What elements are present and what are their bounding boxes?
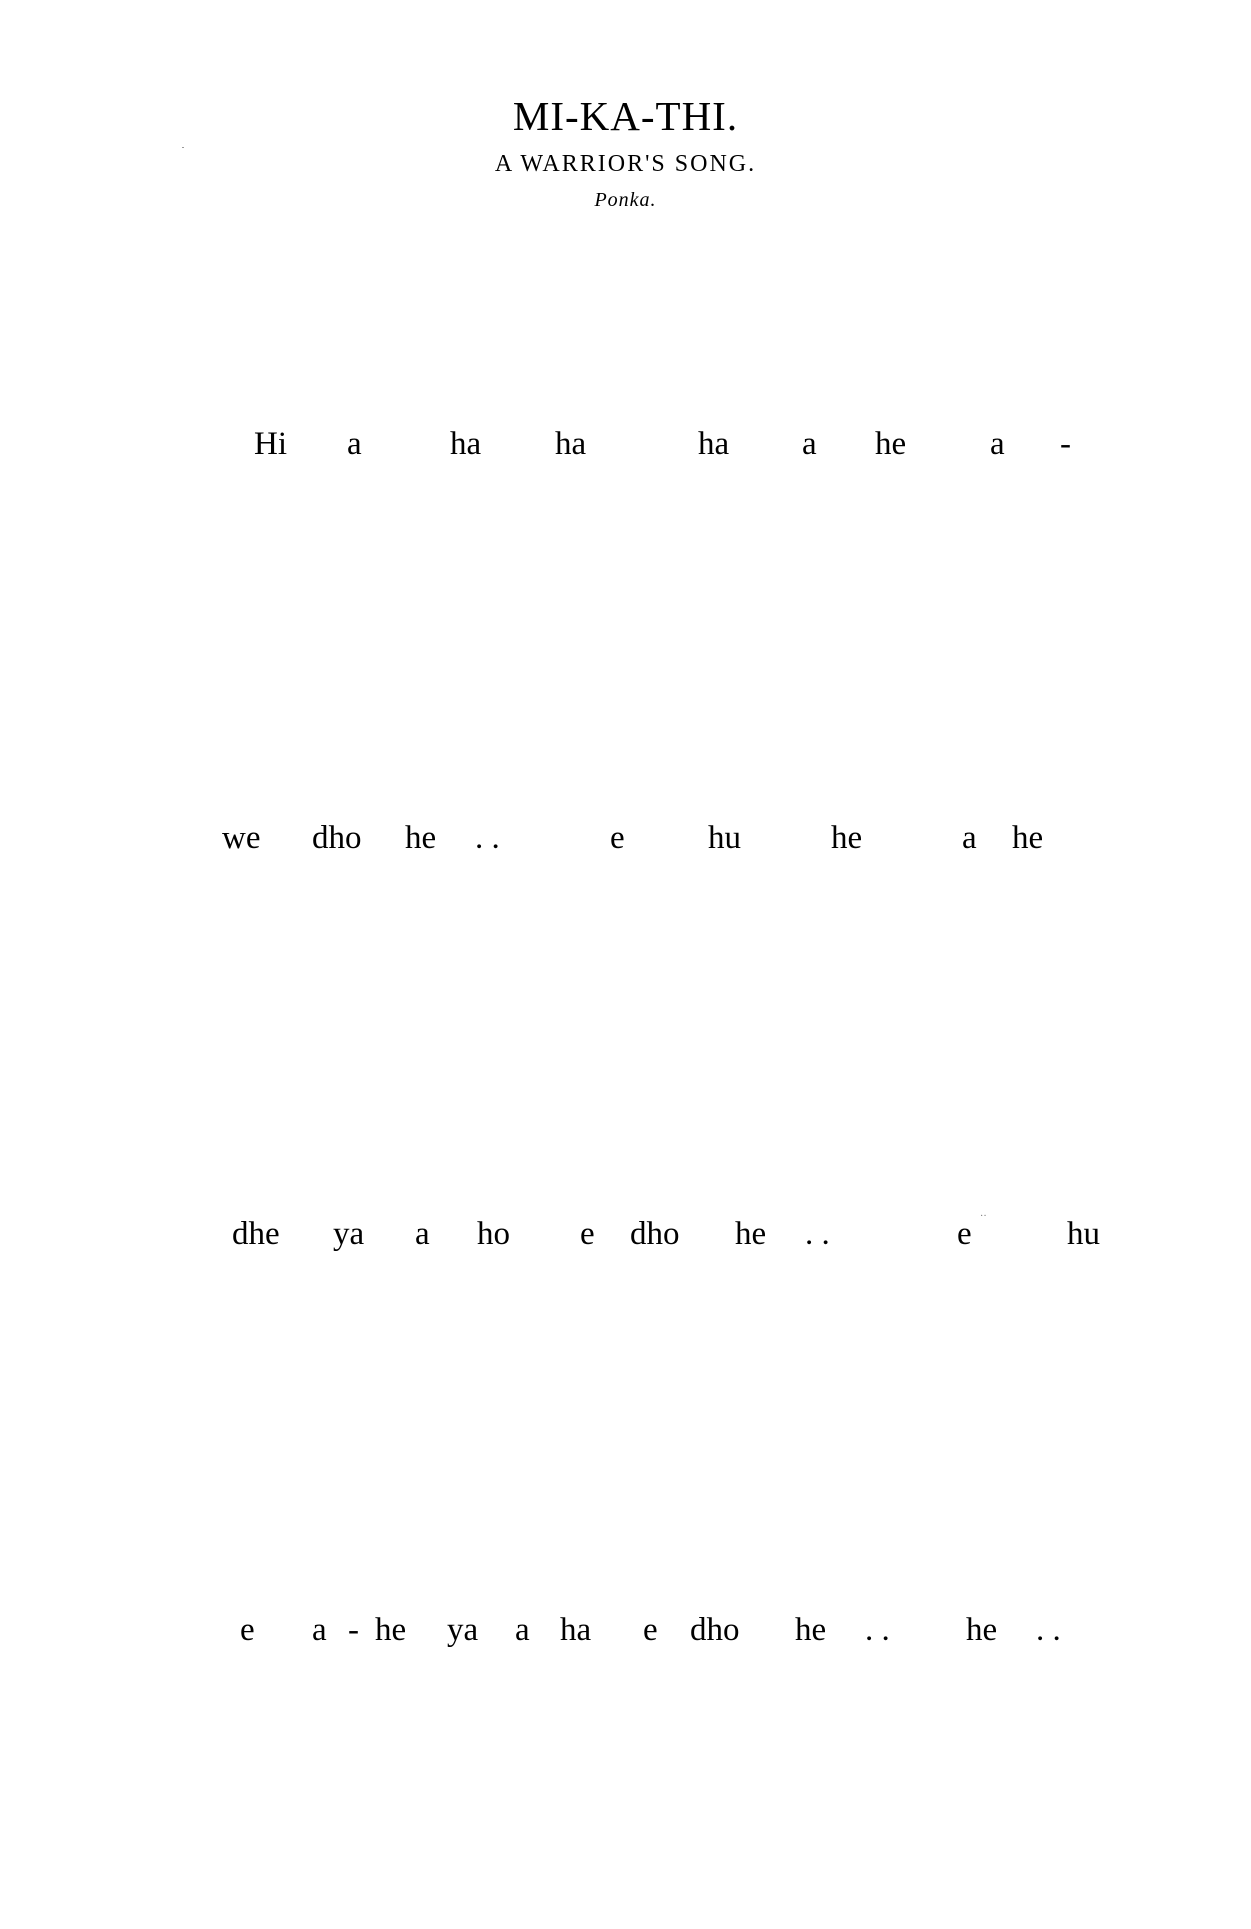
lyric-syllable: - [1060, 426, 1071, 462]
lyric-syllable: hu [1067, 1216, 1100, 1252]
lyric-syllable: e [610, 820, 625, 856]
stray-mark [182, 147, 184, 148]
lyric-syllable: . . [475, 820, 500, 856]
lyric-syllable: e [643, 1612, 658, 1648]
lyric-syllable: hu [708, 820, 741, 856]
lyric-syllable: dho [312, 820, 362, 856]
lyric-syllable: he [735, 1216, 767, 1252]
lyric-syllable: . . [1036, 1612, 1061, 1648]
lyric-syllable: - [348, 1612, 359, 1648]
lyric-syllable: Hi [254, 426, 287, 462]
lyric-syllable: a [415, 1216, 430, 1252]
lyric-syllable: he [1012, 820, 1044, 856]
lyric-syllable: he [831, 820, 863, 856]
lyric-syllable: ha [560, 1612, 592, 1648]
lyric-syllable: ho [477, 1216, 510, 1252]
song-subtitle: A WARRIOR'S SONG. [494, 151, 757, 177]
lyric-syllable: dhe [232, 1216, 280, 1252]
lyric-syllable: we [222, 820, 261, 856]
lyric-syllable: ha [555, 426, 587, 462]
lyric-syllable: ya [333, 1216, 365, 1252]
lyric-syllable: a [312, 1612, 327, 1648]
lyric-syllable: ha [450, 426, 482, 462]
lyric-syllable: he [875, 426, 907, 462]
tribe-name: Ponka. [594, 189, 657, 211]
lyric-syllable: he [795, 1612, 827, 1648]
lyric-syllable: dho [630, 1216, 680, 1252]
lyric-syllable: dho [690, 1612, 740, 1648]
lyric-syllable: . . [865, 1612, 890, 1648]
lyric-syllable: ya [447, 1612, 479, 1648]
lyric-syllable: . . [805, 1216, 830, 1252]
lyric-syllable: he [405, 820, 437, 856]
song-title: MI-KA-THI. [512, 93, 739, 139]
lyric-syllable: a [515, 1612, 530, 1648]
lyric-syllable: a [347, 426, 362, 462]
lyric-syllable: a [962, 820, 977, 856]
stray-dots: ·· [980, 1211, 987, 1222]
lyric-syllable: he [375, 1612, 407, 1648]
lyric-syllable: a [990, 426, 1005, 462]
lyric-syllable: a [802, 426, 817, 462]
lyric-syllable: e [957, 1216, 972, 1252]
lyric-syllable: e [240, 1612, 255, 1648]
lyric-syllable: he [966, 1612, 998, 1648]
lyric-syllable: ha [698, 426, 730, 462]
lyric-syllable: e [580, 1216, 595, 1252]
